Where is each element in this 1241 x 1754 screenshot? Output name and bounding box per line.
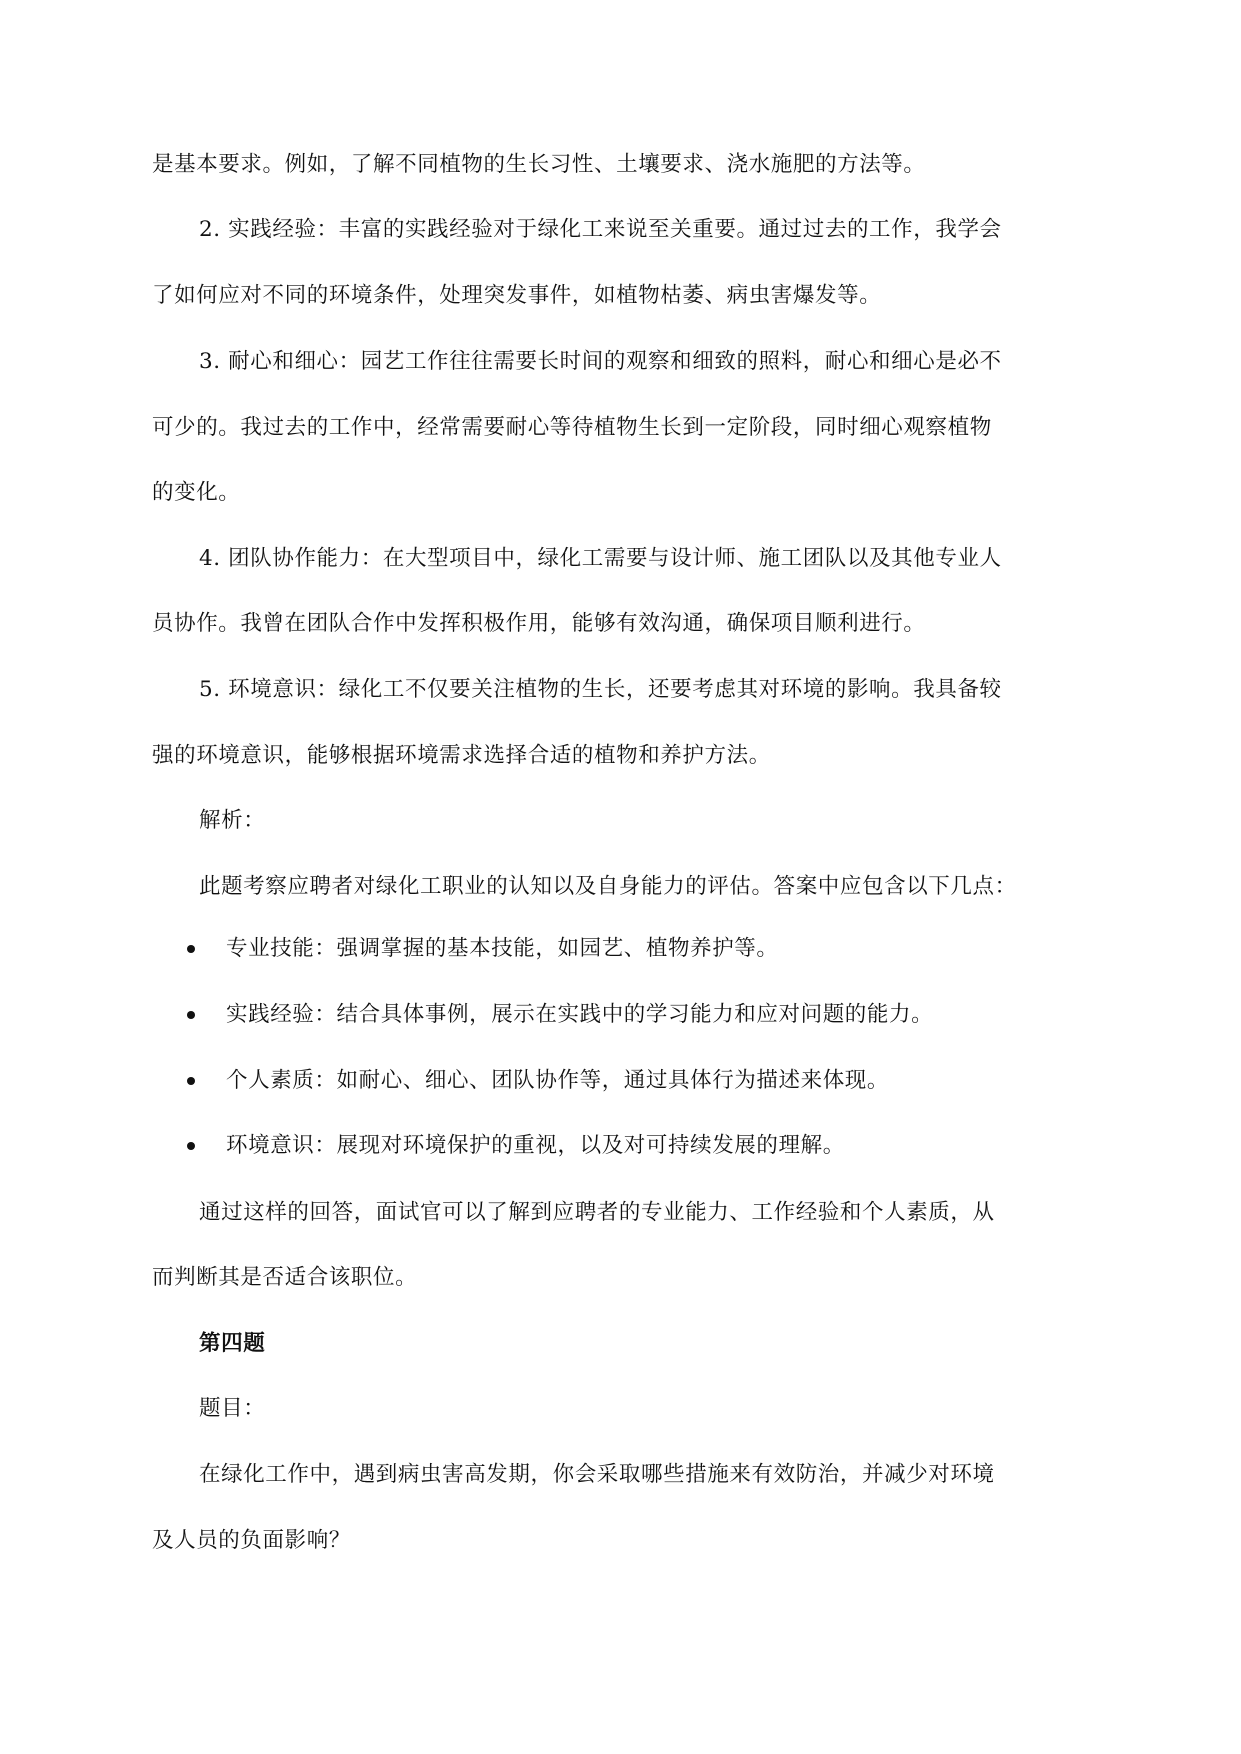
paragraph-line: 2. 实践经验：丰富的实践经验对于绿化工来说至关重要。通过过去的工作，我学会 (199, 217, 1002, 242)
bullet-icon (187, 945, 195, 953)
paragraph-line: 5. 环境意识：绿化工不仅要关注植物的生长，还要考虑其对环境的影响。我具备较 (199, 677, 1002, 702)
analysis-intro: 此题考察应聘者对绿化工职业的认知以及自身能力的评估。答案中应包含以下几点： (199, 874, 1017, 899)
conclusion-line: 而判断其是否适合该职位。 (152, 1265, 418, 1290)
bullet-text: 环境意识：展现对环境保护的重视，以及对可持续发展的理解。 (226, 1133, 845, 1158)
section-heading: 第四题 (199, 1331, 266, 1356)
analysis-label: 解析： (199, 808, 266, 833)
question-line: 及人员的负面影响？ (152, 1528, 351, 1553)
bullet-text: 专业技能：强调掌握的基本技能，如园艺、植物养护等。 (226, 936, 779, 961)
bullet-icon (187, 1142, 195, 1150)
conclusion-line: 通过这样的回答，面试官可以了解到应聘者的专业能力、工作经验和个人素质，从 (199, 1200, 995, 1225)
bullet-text: 个人素质：如耐心、细心、团队协作等，通过具体行为描述来体现。 (226, 1068, 890, 1093)
question-label: 题目： (199, 1396, 266, 1421)
paragraph-line: 强的环境意识，能够根据环境需求选择合适的植物和养护方法。 (152, 743, 771, 768)
bullet-text: 实践经验：结合具体事例，展示在实践中的学习能力和应对问题的能力。 (226, 1002, 934, 1027)
paragraph-line: 4. 团队协作能力：在大型项目中，绿化工需要与设计师、施工团队以及其他专业人 (199, 546, 1002, 571)
bullet-icon (187, 1077, 195, 1085)
paragraph-line: 3. 耐心和细心：园艺工作往往需要长时间的观察和细致的照料，耐心和细心是必不 (199, 349, 1002, 374)
paragraph-line: 了如何应对不同的环境条件，处理突发事件，如植物枯萎、病虫害爆发等。 (152, 283, 882, 308)
bullet-icon (187, 1011, 195, 1019)
paragraph-line: 的变化。 (152, 480, 241, 505)
question-line: 在绿化工作中，遇到病虫害高发期，你会采取哪些措施来有效防治，并减少对环境 (199, 1462, 995, 1487)
paragraph-line: 可少的。我过去的工作中，经常需要耐心等待植物生长到一定阶段，同时细心观察植物 (152, 415, 992, 440)
paragraph-line: 是基本要求。例如，了解不同植物的生长习性、土壤要求、浇水施肥的方法等。 (152, 152, 926, 177)
paragraph-line: 员协作。我曾在团队合作中发挥积极作用，能够有效沟通，确保项目顺利进行。 (152, 611, 926, 636)
